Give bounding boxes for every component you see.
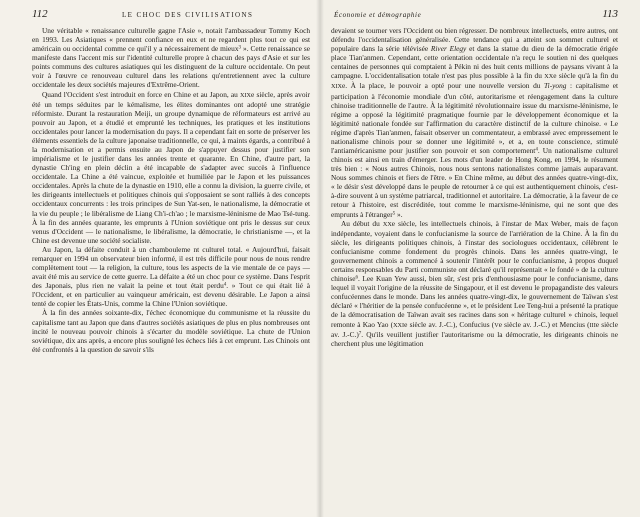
footnote-mark: 4 bbox=[223, 282, 227, 288]
paragraph: Au Japon, la défaite conduit à un chambouleme nt culturel total. « Aujourd'hui, faisait remarquer en 1994 un observateur bien informé, il est très difficile pour nous de nous rendre complètement tout — la religion, la culture, tous les aspects de la vie mentale de ce pays — avait été mis au service de cette guerre. La défaite a été un choc pour ce système. Dans l'esprit des Japonais, plus rien ne valait la peine et tout était perdu$^4$. » Tout ce qui était lié à l'Occident, et en particulier au vainqueur américain, est devenu désirable. Le Japon a ainsi tenté de copier les États-Unis, comme la Chine l'Union soviétique. bbox=[32, 244, 310, 309]
right-page-header bbox=[331, 7, 618, 21]
paragraph: Quand l'Occident s'est introduit en force en Chine et au Japon, au XIXe siècle, après avoir été un temps séduites par le kémalisme, les élites dominantes ont adopté une stratégie réformiste. Durant la restauration Meiji, un groupe dynamique de réformateurs est arrivé au pouvoir au Japon, et a étudié et emprunté les techniques, les pratiques et les institutions occidentales pour lancer la modernisation du pays. Il a cependant fait en sorte de préserver les éléments essentiels de la culture japonaise traditionnelle, ce qui, à maints égards, a contribué à la modernisation et a permis ensuite au Japon de s'appuyer dessus pour justifier son impérialisme et le justifier dans les années trente et quarante. En Chine, d'autre part, la dynastie Ch'ing en plein déclin a été incapable de s'adapter avec succès à l'influence occidentale. La Chine a été vaincue, exploitée et humiliée par le Japon et les puissances occidentales. Après la chute de la dynastie en 1910, elle a connu la division, la guerre civile, et les dirigeants intellectuels et politiques chinois qui s'opposaient se sont ralliés à des concepts occidentaux concurrents : les trois principes de Sun Yat-sen, le nationalisme, la démocratie et la vie du peuple ; le libéralisme de Liang Ch'i-ch'ao ; le marxisme-léninisme de Mao Tsé-tung. À la fin des années quarante, les emprunts à l'Union soviétique ont pris le dessus sur ceux venus d'Occident — le nationalisme, le libéralisme, la démocratie, le christianisme —, et la Chine est devenue une société socialiste. bbox=[32, 89, 311, 245]
footnote-mark: 5 bbox=[392, 211, 396, 217]
century-numeral: XIX bbox=[240, 91, 252, 99]
century-numeral: XX bbox=[544, 73, 554, 81]
right-page bbox=[320, 0, 640, 517]
running-head: Économie et démographie bbox=[334, 11, 422, 19]
century-numeral: XIX bbox=[331, 83, 342, 91]
italic-term: Ti-yong bbox=[544, 81, 567, 91]
century-numeral: XX bbox=[382, 220, 392, 228]
footnote-mark: 4 bbox=[535, 147, 538, 153]
running-head: LE CHOC DES CIVILISATIONS bbox=[122, 11, 254, 19]
footnote-mark: 3 bbox=[238, 45, 242, 51]
book-gutter bbox=[316, 0, 324, 517]
paragraph: À la fin des années soixante-dix, l'échec économique du communisme et la réussite du capitalisme tant au Japon que dans d'autres sociétés asiatiques de plus en plus nombreuses ont incité le nouveau pouvoir chinois à s'écarter du modèle soviétique. La chute de l'Union soviétique, dix ans après, a encore plus souligné les échecs liés à cet emprunt. Les Chinois ont été confrontés à la question de savoir s'ils bbox=[32, 308, 310, 354]
paragraph: Au début du XXe siècle, les intellectuels chinois, à l'instar de Max Weber, mais de façon indépendante, voyaient dans le confucianisme la source de l'arriération de la Chine. À la fin du siècle, les dirigeants politiques chinois, à l'instar des sociologues occidentaux, célèbrent le confucianisme comme fondement du progrès chinois. Dans les années quatre-vingt, le gouvernement chinois a commencé à soutenir l'intérêt pour le confucianisme, à propos duquel certains responsables du Parti communiste ont déclaré qu'il représentait « le fondé » de la culture chinoise$^6$. Lee Kuan Yew aussi, bien sûr, s'est pris d'enthousiasme pour le confucianisme, dans lequel il voyait l'origine de la réussite de Singapour, et il est devenu le propagandiste des valeurs confucéennes dans le monde. Dans les années quatre-vingt-dix, le gouvernement de Taïwan s'est déclaré « l'héritier de la pensée confucéenne », et le président Lee Teng-hui a présenté la pratique de la démocratisation de Taïwan avait ses racines dans son « héritage culturel » chinois, lequel remonte à Kao Yao (XXIe siècle av. J.-C.), Confucius (Ve siècle av. J.-C.) et Mencius (IIIe siècle av. J.-C.)$^7$. Qu'ils veuillent justifier l'autoritarisme ou la démocratie, les dirigeants chinois ne cherchent plus une légitimation bbox=[331, 218, 618, 348]
century-numeral: III bbox=[589, 321, 596, 329]
footnote-mark: 6 bbox=[355, 275, 358, 281]
paragraph: Une véritable « renaissance culturelle gagne l'Asie », notait l'ambassadeur Tommy Koch en 1993. Les Asiatiques « prennent confiance en eux et ne regardent plus tout ce qui est américain ou occidental comme ce qui'il y a nécessairement de mieux$^3$ ». Cette renaissance se manifeste dans l'accent mis sur l'identité culturelle propre à chacun des pays d'Asie et sur les points communs des cultures asiatiques qui les distinguent de la culture occidentale. On peut voir à l'œuvre ce renouveau culturel dans les relations qu'entretiennent avec la culture occidentale les deux sociétés majeures d'Extrême-Orient. bbox=[32, 26, 310, 90]
page-number: 112 bbox=[32, 8, 48, 20]
century-numeral: XXI bbox=[393, 321, 405, 329]
page-number: 113 bbox=[602, 8, 618, 20]
paragraph: devaient se tourner vers l'Occident ou bien régresser. De nombreux intellectuels, entre autres, ont défendu l'occidentalisation généralisée. Cette tendance qui a atteint son sommet culturel et populaire dans la série télévisée River Elegy et dans la statue du dieu de la démocratie érigée place Tian'anmen. Cependant, cette orientation occidentale n'a reçu le soutien ni des quelques centaines de personnes qui comptaient à Pékin ni des huit cents millions de paysans vivant à la campagne. L'occidentalisation totale n'est pas plus possible à la fin du XXe siècle qu'à la fin du XIXe. À la place, le pouvoir a opté pour une nouvelle version du Ti-yong : capitalisme et participation à l'économie mondiale d'un côté, autoritarisme et réengagement dans la culture chinoise traditionnelle de l'autre. À la légitimité révolutionnaire issue du marxisme-léninisme, le régime a opposé la légitimité pragmatique fournie par le développement économique et la légitimité nationale fondée sur l'affirmation du caractère distinctif de la culture chinoise. « Le régime d'après Tian'anmen, faisait observer un commentateur, a embrassé avec empressement le nationalisme chinois pour se donner une légitimité », et a, en toute conscience, stimulé l'antiaméricanisme pour justifier son pouvoir et son comportement$^4$. Un nationalisme culturel chinois est ainsi en train d'émerger. Les mots d'un leader de Hong Kong, en 1994, le résument très bien : « Nous autres Chinois, nous nous sentons nationalistes comme jamais auparavant. Nous sommes chinois et fiers de l'être. » En Chine même, au début des années quatre-vingt-dix, « le désir s'est développé dans le peuple de retourner à ce qui est authentiquement chinois, c'est-à-dire souvent à un système patriarcal, traditionnel et autoritaire. La démocratie, à la faveur de ce retour à l'histoire, est discréditée, tout comme le marxisme-léninisme, qui ne sont que des emprunts à l'étranger$^5$ ». bbox=[331, 26, 618, 219]
century-numeral: V bbox=[494, 321, 499, 329]
footnote-mark: 7 bbox=[358, 331, 362, 337]
right-page-body bbox=[331, 26, 618, 348]
left-page-header bbox=[32, 7, 310, 21]
italic-term: River Elegy bbox=[430, 44, 467, 54]
left-page-body bbox=[32, 26, 310, 354]
